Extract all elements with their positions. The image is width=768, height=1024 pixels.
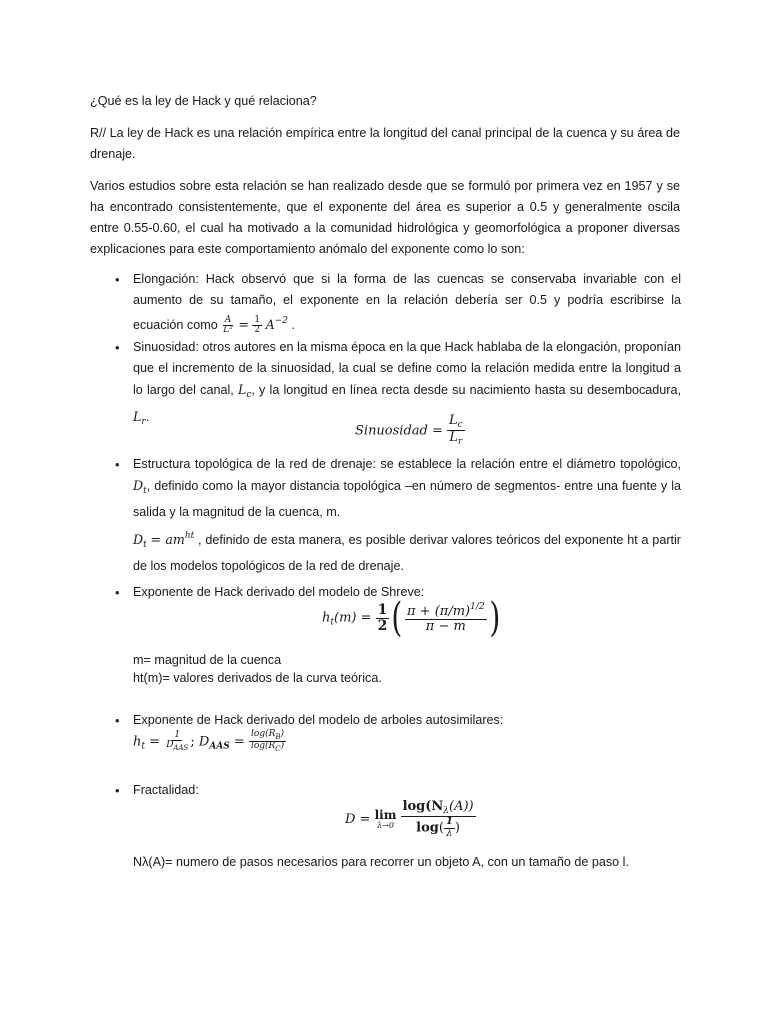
bullet-fractalidad: • [115,783,120,798]
fractalidad-equation: D = lim λ→0 $\log(N_\lambda(A))$ log( $\frac{1}{\lambda}$ ) [345,799,474,839]
question-heading: ¿Qué es la ley de Hack y qué relaciona? [90,94,317,108]
autosimilares-heading: Exponente de Hack derivado del modelo de arboles autosimilares: [133,713,504,727]
elongacion-eq-fraction: $\frac{A}{\text{L²}}$ [223,314,233,336]
shreve-heading: Exponente de Hack derivado del modelo de Shreve: [133,585,425,599]
sinuosidad-equation: Sinuosidad = $\frac{L_c}{L_r}$ [355,413,463,448]
bullet-elongacion: • [115,272,120,287]
shreve-equation: $h_t(m)$ = $\frac{1}{2}$ ( $\frac{\pi + (\pi/m)^{1/2}}{\pi - m}$ ) [322,595,500,641]
bullet-autosimilares: • [115,713,120,728]
bullet-shreve: • [115,585,120,600]
shreve-definition-ht: ht(m)= valores derivados de la curva teórica. [133,671,382,685]
shreve-definition-m: m= magnitud de la cuenca [133,653,282,667]
estructura-text: Estructura topológica de la red de drenaje: se establece la relación entre el diámetro topológico, [133,457,681,471]
bullet-sinuosidad: • [115,340,120,355]
autosimilares-equation: $h_t$ = $\frac{1}{D_{AAS}}$ ; $D_{AAS}$ = $\frac{\log(R_B)}{\log(R_C)}$ [133,729,285,754]
elongacion-half-fraction: $\frac{1}{2}$ [254,314,261,336]
fractalidad-note: Nλ(A)= numero de pasos necesarios para recorrer un objeto A, con un tamaño de paso l. [133,855,629,869]
answer-paragraph: R// La ley de Hack es una relación empírica entre la longitud del canal principal de la cuenca y su área de drenaje. [90,126,680,161]
sinuosidad-paragraph: Sinuosidad: otros autores en la misma época en la que Hack hablaba de la elongación, proponían que el incremento de la sinuosidad, la cual se define como la relación medida entre la longitud a lo largo del canal, $L_c$, y la longitud en línea recta desde su nacimiento hasta su desembocadura, $L_r$. [133,340,681,427]
estructura-equation-paragraph: $D_t = am^{ht}$ , definido de esta manera, es posible derivar valores teóricos del exponente ht a partir de los modelos topológicos de la red de drenaje. [133,531,682,573]
elongacion-text: Elongación: Hack observó que si la forma de las cuencas se conservaba invariable con el aumento de su tamaño, el exponente en la relación debería ser 0.5 y podría escribirse la ecuación como [133,272,681,332]
fractalidad-heading: Fractalidad: [133,783,199,797]
estructura-paragraph: Estructura topológica de la red de drenaje: se establece la relación entre el diámetro topológico, $D_t$, definido como la mayor distancia topológica –en número de segmentos- entre una fuente y la salida y la magnitud de la cuenca, m. [133,457,681,519]
sinuosidad-text: Sinuosidad: otros autores en la misma época en la que Hack hablaba de la elongación, proponían que el incremento de la sinuosidad, la cual se define como la relación medida entre la longitud a lo largo del canal, [133,340,681,397]
intro-paragraph: Varios estudios sobre esta relación se han realizado desde que se formuló por primera vez en 1957 y se ha encontrado consistentemente, que el exponente del área es superior a 0.5 y generalmente oscila entre 0.55-0.60, el cual ha motivado a la comunidad hidrológica y geomorfológica a proponer diversas explicaciones para este comportamiento anómalo del exponente como lo son: [90,179,680,256]
bullet-estructura: • [115,457,120,472]
elongacion-paragraph: Elongación: Hack observó que si la forma de las cuencas se conservaba invariable con el aumento de su tamaño, el exponente en la relación debería ser 0.5 y podría escribirse la ecuación como $\frac{A}{\text{L²}}$ = $\frac{1}{2}$ $A^{-2}$ . [133,272,681,336]
